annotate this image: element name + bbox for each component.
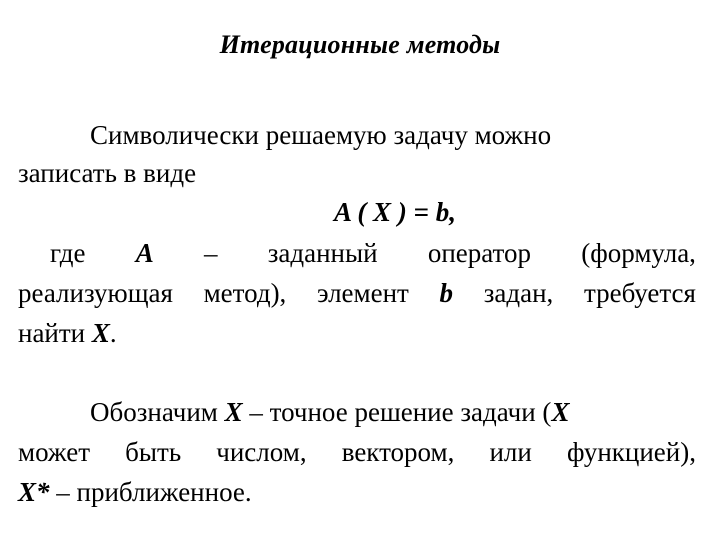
word: задан, [483, 278, 554, 308]
word: или [489, 437, 532, 467]
dash: – [203, 238, 218, 268]
paragraph-line: записать в виде [18, 158, 197, 188]
paragraph-line [18, 432, 696, 472]
variable-x-star: X* [18, 477, 50, 507]
variable-x: X [551, 397, 570, 427]
variable-b: b [439, 278, 454, 308]
word: заданный [267, 238, 378, 268]
paragraph-operator-description [18, 233, 696, 353]
word: где [50, 238, 86, 268]
paragraph-line [18, 313, 696, 353]
word: элемент [316, 278, 409, 308]
word: Обозначим [90, 397, 225, 427]
word: требуется [583, 278, 696, 308]
word: (формула, [581, 238, 696, 268]
paragraph-symbolic-task [18, 116, 698, 192]
word: оператор [427, 238, 531, 268]
paragraph-line [18, 116, 698, 154]
word: функцией), [567, 437, 696, 467]
variable-x: X [224, 397, 243, 427]
word: метод), [203, 278, 287, 308]
variable-x: X [91, 318, 110, 348]
paragraph-line [18, 392, 698, 432]
punctuation: . [109, 318, 117, 348]
paragraph-line [18, 273, 696, 313]
paragraph-exact-solution [18, 392, 698, 512]
paragraph-text: Символически решаемую задачу можно [90, 120, 552, 150]
paragraph-line [18, 233, 696, 273]
word: найти [18, 318, 92, 348]
word: – точное решение задачи ( [242, 397, 552, 427]
slide-title: Итерационные методы [219, 30, 501, 59]
equation: A ( X ) = b, [334, 197, 456, 227]
word: числом, [216, 437, 307, 467]
paragraph-line [18, 472, 698, 512]
word: может [18, 437, 90, 467]
word: вектором, [341, 437, 455, 467]
word: быть [125, 437, 182, 467]
word: реализующая [18, 278, 173, 308]
word: – приближенное. [49, 477, 252, 507]
variable-a: A [135, 238, 154, 268]
